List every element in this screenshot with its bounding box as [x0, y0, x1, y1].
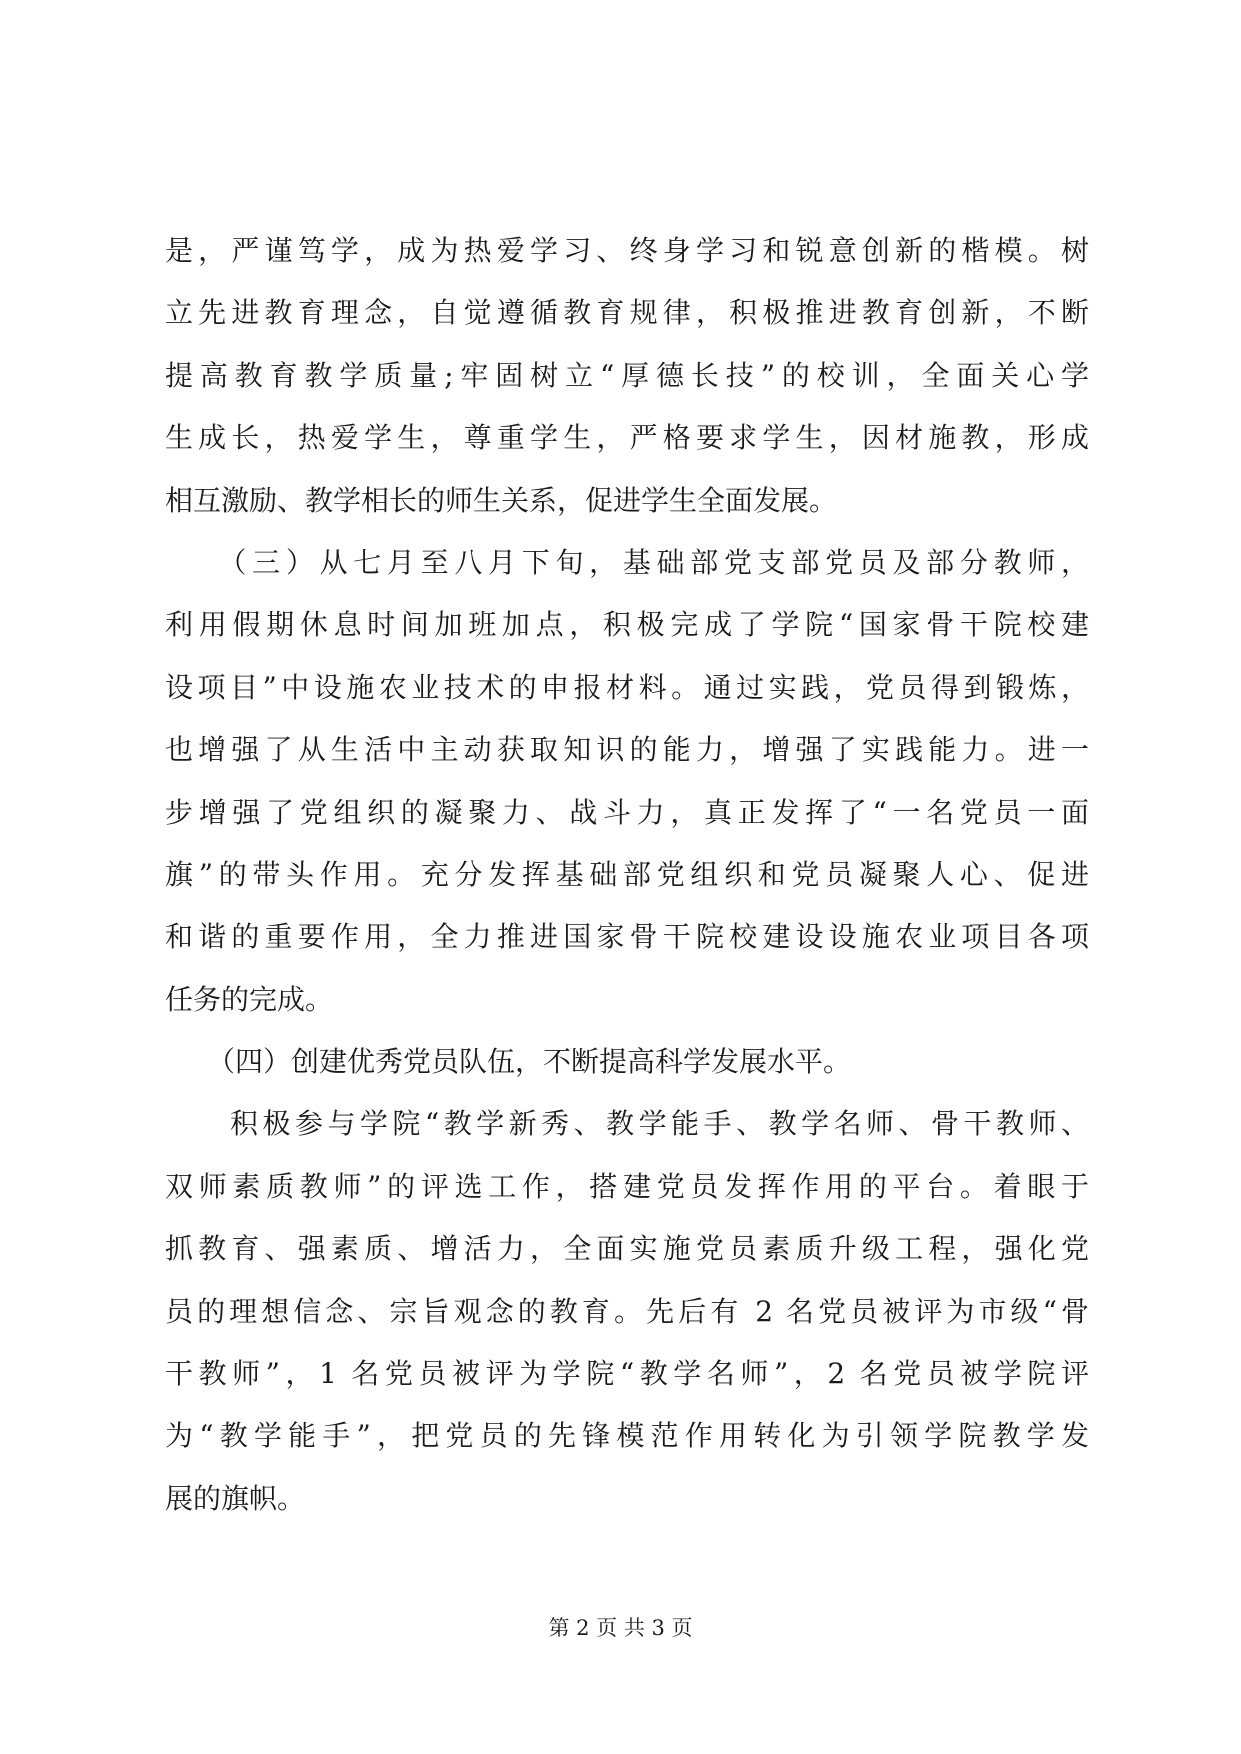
text-line: 相互激励、教学相长的师生关系，促进学生全面发展。 — [165, 483, 838, 517]
page-number: 第 2 页 共 3 页 — [548, 1616, 693, 1640]
text-line: 展的旗帜。 — [165, 1481, 306, 1515]
paragraph — [165, 1093, 1089, 1530]
text-line: 双师素质教师”的评选工作，搭建党员发挥作用的平台。着眼于 — [165, 1169, 1089, 1203]
text-line: 旗”的带头作用。充分发挥基础部党组织和党员凝聚人心、促进 — [165, 857, 1089, 891]
text-line: 任务的完成。 — [165, 982, 334, 1016]
text-line: 步增强了党组织的凝聚力、战斗力，真正发挥了“一名党员一面 — [165, 795, 1089, 829]
text-line: 干教师”，1 名党员被评为学院“教学名师”，2 名党员被学院评 — [165, 1357, 1089, 1391]
text-line: 积极参与学院“教学新秀、教学能手、教学名师、骨干教师、 — [165, 1107, 1089, 1141]
text-line: （四）创建优秀党员队伍，不断提高科学发展水平。 — [165, 1045, 852, 1079]
text-line: 利用假期休息时间加班加点，积极完成了学院“国家骨干院校建 — [165, 608, 1089, 642]
text-line: 和谐的重要作用，全力推进国家骨干院校建设设施农业项目各项 — [165, 920, 1089, 954]
text-line: 员的理想信念、宗旨观念的教育。先后有 2 名党员被评为市级“骨 — [165, 1294, 1089, 1328]
text-line: 生成长，热爱学生，尊重学生，严格要求学生，因材施教，形成 — [165, 421, 1089, 455]
text-line: 抓教育、强素质、增活力，全面实施党员素质升级工程，强化党 — [165, 1232, 1089, 1266]
paragraph — [165, 532, 1089, 1031]
text-line: 为“教学能手”，把党员的先锋模范作用转化为引领学院教学发 — [165, 1419, 1089, 1453]
document-body — [165, 220, 1089, 1530]
text-line: 是，严谨笃学，成为热爱学习、终身学习和锐意创新的楷模。树 — [165, 234, 1089, 267]
text-line: 提高教育教学质量;牢固树立“厚德长技”的校训，全面关心学 — [165, 358, 1089, 392]
paragraph — [165, 220, 1089, 532]
section-heading — [165, 1031, 1089, 1093]
text-line: 也增强了从生活中主动获取知识的能力，增强了实践能力。进一 — [165, 733, 1089, 767]
text-line: 立先进教育理念，自觉遵循教育规律，积极推进教育创新，不断 — [165, 296, 1089, 330]
text-line: （三）从七月至八月下旬，基础部党支部党员及部分教师， — [165, 545, 1089, 579]
text-line: 设项目”中设施农业技术的申报材料。通过实践，党员得到锻炼， — [165, 670, 1089, 704]
page-footer — [0, 1612, 1241, 1642]
